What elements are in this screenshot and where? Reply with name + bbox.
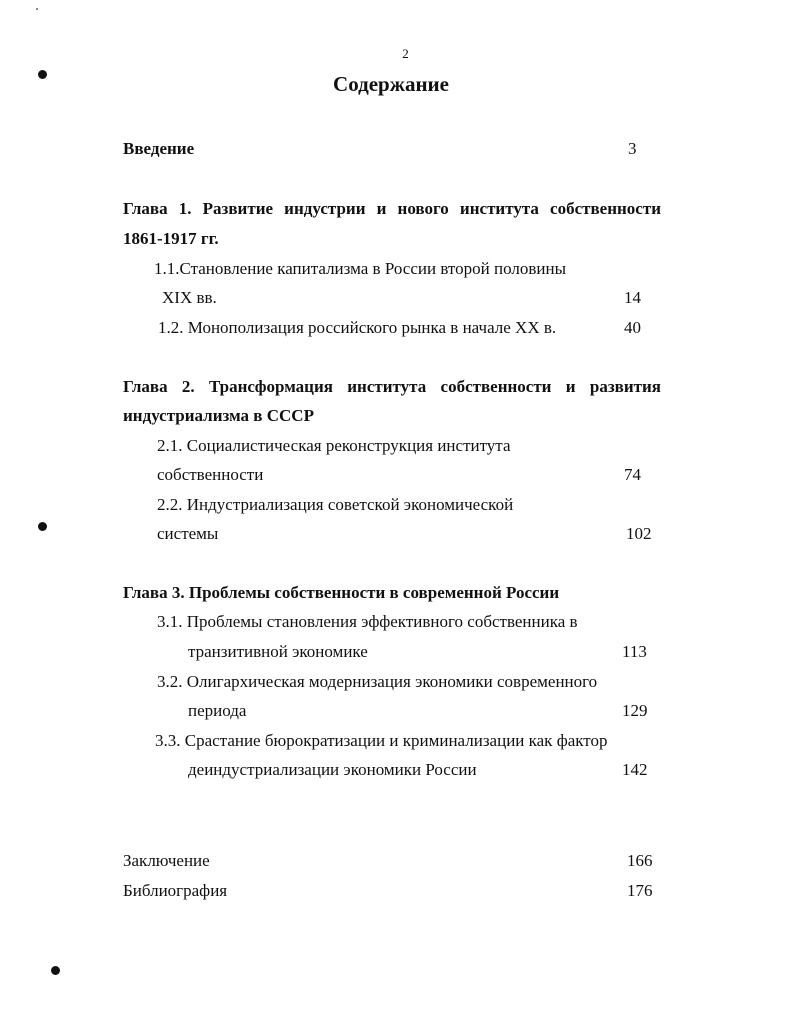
section-1-1-page: 14 [624,288,641,307]
section-3-1-page: 113 [622,642,647,661]
section-3-2-label-cont: периода [188,701,247,720]
chapter-1-title-cont: 1861-1917 гг. [123,229,219,248]
section-2-1-label: 2.1. Социалистическая реконструкция института [157,436,511,455]
binding-hole-mark [51,966,60,975]
toc-page-intro: 3 [628,139,637,158]
section-3-2-label: 3.2. Олигархическая модернизация экономики современного [157,672,598,691]
section-3-2-page: 129 [622,701,648,720]
section-2-1-label-cont: собственности [157,465,264,484]
chapter-3-title: Глава 3. Проблемы собственности в современной России [123,583,560,602]
section-2-2-label: 2.2. Индустриализация советской экономической [157,495,514,514]
toc-label-intro: Введение [123,139,195,158]
section-2-2-page: 102 [626,524,652,543]
toc-page-bibliography: 176 [627,881,653,900]
toc-label-conclusion: Заключение [123,851,210,870]
chapter-2-title-cont: индустриализма в СССР [123,406,314,425]
section-3-3-label: 3.3. Срастание бюрократизации и криминализации как фактор [155,731,608,750]
section-3-1-label: 3.1. Проблемы становления эффективного собственника в [157,612,578,631]
section-2-1-page: 74 [624,465,641,484]
section-1-2-label: 1.2. Монополизация российского рынка в начале XX в. [158,318,557,337]
chapter-2-title: Глава 2. Трансформация института собственности и развития [123,377,661,396]
page-title: Содержание [333,72,449,96]
binding-hole-mark [38,522,47,531]
section-1-1-label-cont: XIX вв. [162,288,217,307]
toc-label-bibliography: Библиография [123,881,228,900]
page-number: 2 [402,46,409,61]
section-3-1-label-cont: транзитивной экономике [188,642,368,661]
section-2-2-label-cont: системы [157,524,219,543]
section-3-3-page: 142 [622,760,648,779]
section-1-2-page: 40 [624,318,641,337]
section-3-3-label-cont: деиндустриализации экономики России [188,760,477,779]
chapter-1-title: Глава 1. Развитие индустрии и нового института собственности [123,199,661,218]
toc-page-conclusion: 166 [627,851,653,870]
section-1-1-label: 1.1.Становление капитализма в России второй половины [154,259,566,278]
scan-speck [36,8,38,10]
